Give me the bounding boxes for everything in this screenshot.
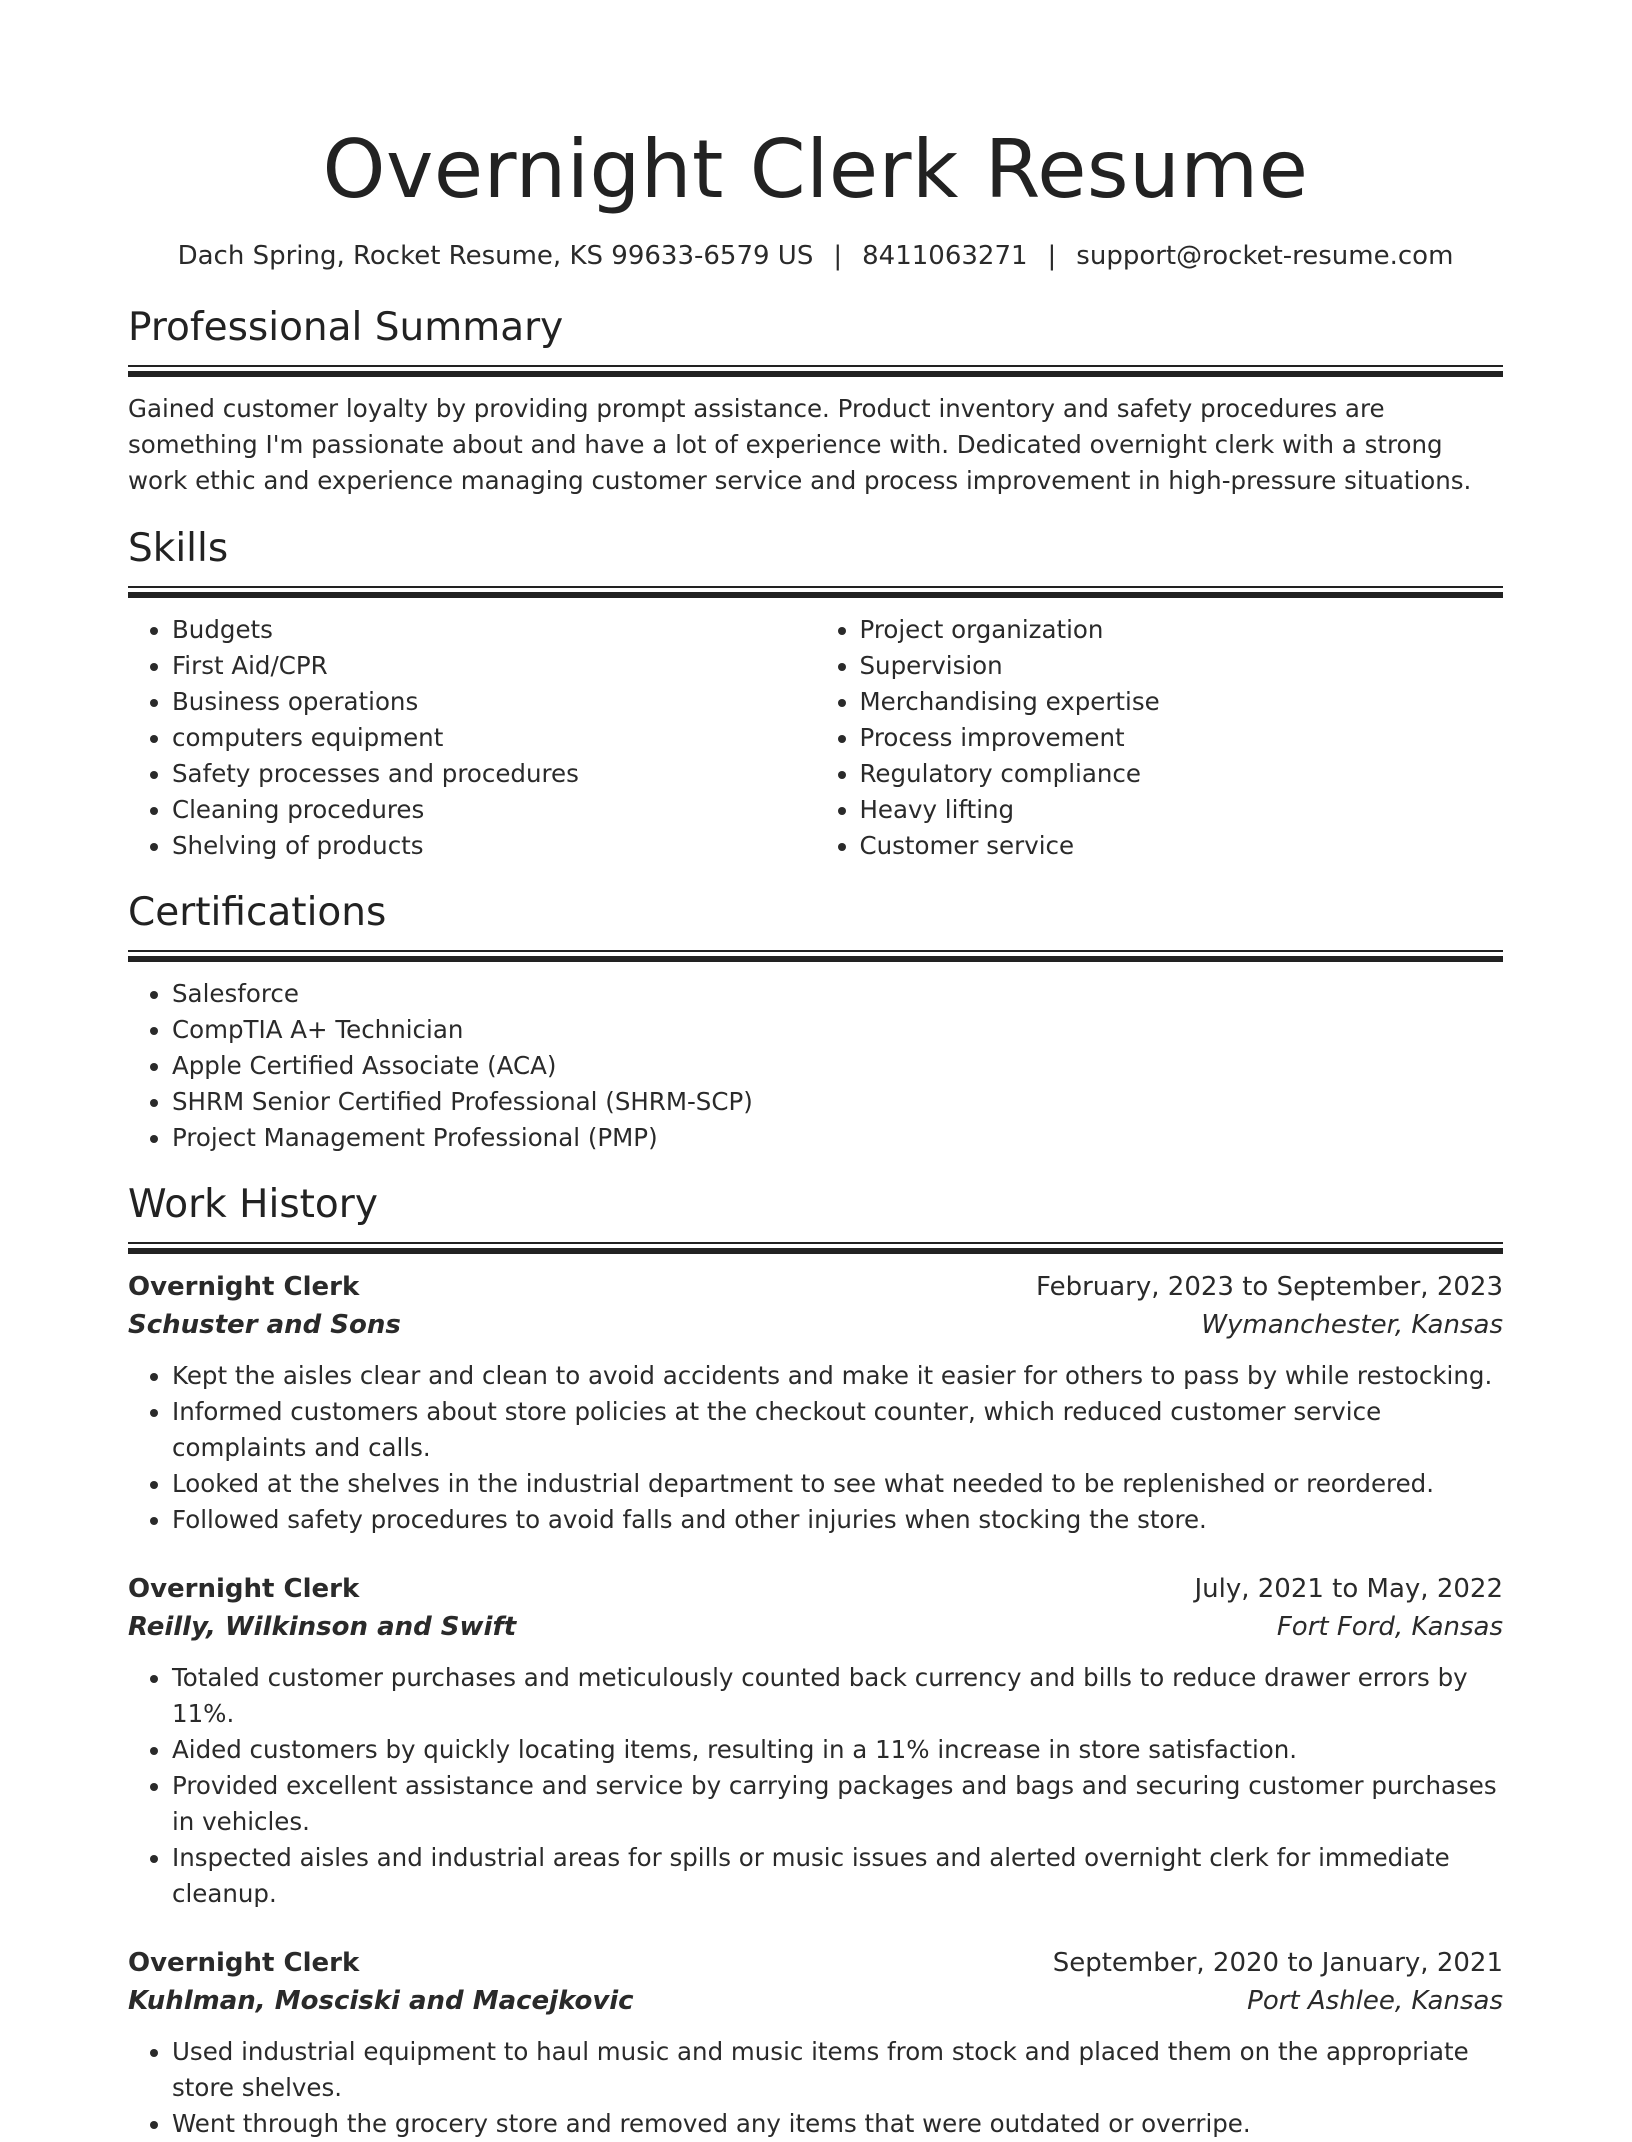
job-company-row [128,1608,1503,1646]
job-duties-list [128,1358,1503,1538]
job-duty: • Looked at the shelves in the industrial department to see what needed to be replenished or reordered. [172,1466,1503,1502]
summary-text: Gained customer loyalty by providing prompt assistance. Product inventory and safety procedures are something I'm passionate about and have a lot of experience with. Dedicated overnight clerk with a strong work ethic and experience managing customer service and process improvement in high-pressure situations. [128,394,1472,495]
job-title: Overnight Clerk [128,1948,360,1978]
job-duties-list [128,1660,1503,1912]
certification-item: • Apple Certified Associate (ACA) [172,1048,1503,1084]
job-company-row [128,1306,1503,1344]
job-duty: • Totaled customer purchases and meticulously counted back currency and bills to reduce drawer errors by 11%. [172,1660,1503,1732]
skill-item: • Merchandising expertise [860,684,1504,720]
skill-item: • Business operations [172,684,816,720]
skills-columns [128,612,1503,864]
job-location: Fort Ford, Kansas [1276,1612,1503,1642]
job-entry [128,1570,1503,1912]
certification-item: • Salesforce [172,976,1503,1012]
section-heading-summary: Professional Summary [128,305,564,350]
skill-item: • Shelving of products [172,828,816,864]
job-entry [128,1944,1503,2142]
certifications-list [128,976,1503,1156]
skill-item: • Customer service [860,828,1504,864]
job-title: Overnight Clerk [128,1272,360,1302]
section-heading-work-history: Work History [128,1182,378,1227]
skills-list-left [128,612,816,864]
job-company: Schuster and Sons [128,1310,401,1340]
skill-item: • First Aid/CPR [172,648,816,684]
section-heading-skills: Skills [128,526,229,571]
skill-item: • Budgets [172,612,816,648]
job-duty: • Used industrial equipment to haul music and music items from stock and placed them on the appropriate store shelves. [172,2034,1503,2106]
summary-section [128,303,1503,499]
job-duty: • Informed customers about store policies at the checkout counter, which reduced customer service complaints and calls. [172,1394,1503,1466]
skill-item: • Heavy lifting [860,792,1504,828]
skill-item: • Regulatory compliance [860,756,1504,792]
job-dates: February, 2023 to September, 2023 [1036,1272,1503,1302]
job-location: Wymanchester, Kansas [1201,1310,1503,1340]
job-header-row [128,1268,1503,1306]
job-dates: July, 2021 to May, 2022 [1194,1574,1503,1604]
certification-item: • CompTIA A+ Technician [172,1012,1503,1048]
job-duty: • Provided excellent assistance and service by carrying packages and bags and securing customer purchases in vehicles. [172,1768,1503,1840]
resume-title: Overnight Clerk Resume [322,123,1309,216]
section-divider [128,586,1503,598]
contact-separator: | [833,241,843,271]
work-history-section [128,1180,1503,2142]
skill-item: • Supervision [860,648,1504,684]
job-company-row [128,1982,1503,2020]
skills-list-right [816,612,1504,864]
job-location: Port Ashlee, Kansas [1247,1986,1503,2016]
job-title: Overnight Clerk [128,1574,360,1604]
job-company: Reilly, Wilkinson and Swift [128,1612,517,1642]
certification-item: • SHRM Senior Certified Professional (SHRM-SCP) [172,1084,1503,1120]
section-divider [128,365,1503,377]
job-entry [128,1268,1503,1538]
skill-item: • computers equipment [172,720,816,756]
certifications-section [128,888,1503,1156]
section-divider [128,1242,1503,1254]
job-header-row [128,1944,1503,1982]
job-duty: • Followed safety procedures to avoid falls and other injuries when stocking the store. [172,1502,1503,1538]
contact-address: Dach Spring, Rocket Resume, KS 99633-6579 US [177,241,814,271]
section-heading-certifications: Certifications [128,890,387,935]
skills-section [128,524,1503,864]
job-duty: • Inspected aisles and industrial areas for spills or music issues and alerted overnight clerk for immediate cleanup. [172,1840,1503,1912]
contact-line [128,238,1503,274]
job-duty: • Kept the aisles clear and clean to avoid accidents and make it easier for others to pass by while restocking. [172,1358,1503,1394]
job-duty: • Aided customers by quickly locating items, resulting in a 11% increase in store satisfaction. [172,1732,1503,1768]
job-company: Kuhlman, Mosciski and Macejkovic [128,1986,634,2016]
contact-email: support@rocket-resume.com [1076,241,1454,271]
skill-item: • Safety processes and procedures [172,756,816,792]
job-header-row [128,1570,1503,1608]
contact-separator: | [1047,241,1057,271]
contact-phone: 8411063271 [862,241,1028,271]
section-divider [128,950,1503,962]
skill-item: • Cleaning procedures [172,792,816,828]
job-dates: September, 2020 to January, 2021 [1052,1948,1503,1978]
job-duty: • Went through the grocery store and removed any items that were outdated or overripe. [172,2106,1503,2142]
skill-item: • Project organization [860,612,1504,648]
certification-item: • Project Management Professional (PMP) [172,1120,1503,1156]
job-duties-list [128,2034,1503,2142]
skill-item: • Process improvement [860,720,1504,756]
